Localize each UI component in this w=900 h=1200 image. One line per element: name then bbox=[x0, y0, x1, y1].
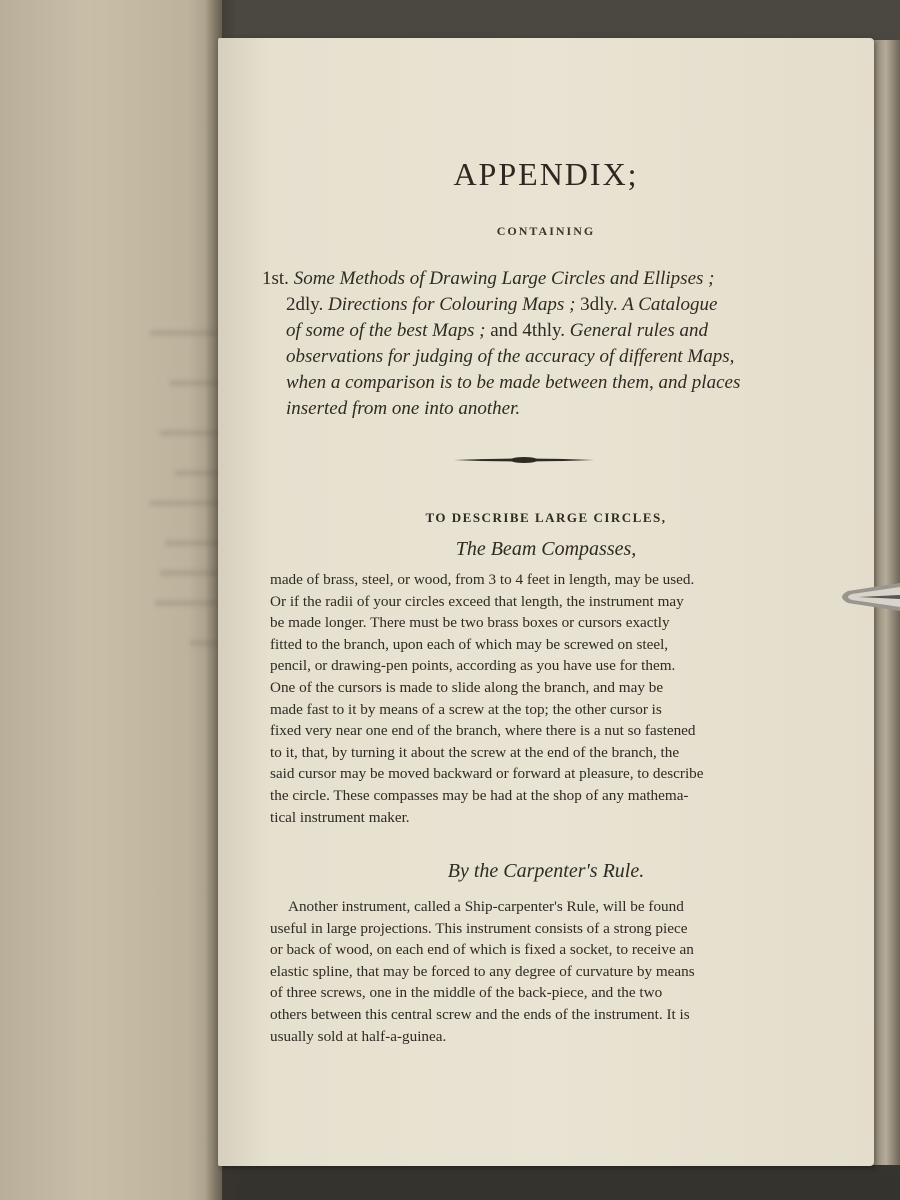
contents-line bbox=[262, 396, 832, 422]
text-line: pencil, or drawing-pen points, according as you have use for them. bbox=[270, 657, 676, 675]
text-line: said cursor may be moved backward or forward at pleasure, to describe bbox=[270, 765, 704, 783]
text-line: made of brass, steel, or wood, from 3 to 4 feet in length, may be used. bbox=[270, 571, 695, 588]
text-line: to it, that, by turning it about the screw at the end of the branch, the bbox=[270, 743, 680, 761]
contents-line bbox=[262, 318, 832, 344]
contents-run: when a comparison is to be made between them, and places bbox=[286, 372, 741, 393]
contents-run: Directions for Colouring Maps ; bbox=[328, 294, 581, 315]
contents-run: observations for judging of the accuracy of different Maps, bbox=[286, 346, 735, 367]
text-line: elastic spline, that may be forced to any degree of curvature by means bbox=[270, 962, 695, 980]
contents-line bbox=[262, 370, 832, 396]
carpenters-rule-heading: By the Carpenter's Rule. bbox=[447, 860, 645, 882]
text-line: others between this central screw and the ends of the instrument. It is bbox=[270, 1005, 690, 1023]
right-page bbox=[218, 38, 874, 1166]
text-line: tical instrument maker. bbox=[270, 808, 410, 826]
contents-line bbox=[262, 344, 832, 370]
contents-run: inserted from one into another. bbox=[286, 398, 521, 419]
contents-run: General rules and bbox=[569, 320, 709, 341]
text-line: Or if the radii of your circles exceed that length, the instrument may bbox=[270, 592, 684, 610]
text-line: One of the cursors is made to slide along the branch, and may be bbox=[270, 678, 664, 696]
containing-label: CONTAINING bbox=[496, 224, 596, 238]
page-title: APPENDIX; bbox=[453, 156, 639, 192]
text-line: of three screws, one in the middle of the back-piece, and the two bbox=[270, 984, 663, 1002]
beam-compasses-heading: The Beam Compasses, bbox=[455, 538, 637, 560]
contents-run: and 4thly. bbox=[490, 320, 570, 341]
metal-clip-icon bbox=[834, 577, 900, 617]
contents-run: 1st. bbox=[262, 268, 294, 289]
text-line: or back of wood, on each end of which is fixed a socket, to receive an bbox=[270, 941, 694, 959]
contents-run: A Catalogue bbox=[622, 294, 718, 315]
left-page-blurred bbox=[0, 0, 222, 1200]
text-line: made fast to it by means of a screw at the top; the other cursor is bbox=[270, 700, 662, 718]
text-line: fitted to the branch, upon each of which may be screwed on steel, bbox=[270, 635, 669, 653]
text-line: useful in large projections. This instrument consists of a strong piece bbox=[270, 919, 688, 937]
text-line: usually sold at half-a-guinea. bbox=[270, 1027, 447, 1045]
contents-run: 3dly. bbox=[580, 294, 623, 315]
contents-line bbox=[262, 266, 832, 292]
carpenters-rule-paragraph bbox=[270, 896, 830, 1047]
ornamental-rule bbox=[454, 455, 594, 465]
text-line: fixed very near one end of the branch, where there is a nut so fastened bbox=[270, 722, 696, 740]
text-line: Another instrument, called a Ship-carpenter's Rule, will be found bbox=[288, 898, 684, 915]
contents-summary bbox=[262, 266, 832, 422]
contents-line bbox=[262, 292, 832, 318]
contents-run: of some of the best Maps ; bbox=[286, 320, 491, 341]
contents-run: Some Methods of Drawing Large Circles and Ellipses ; bbox=[293, 268, 715, 289]
beam-compasses-paragraph bbox=[270, 569, 830, 828]
section-heading: TO DESCRIBE LARGE CIRCLES, bbox=[425, 510, 667, 525]
text-line: the circle. These compasses may be had at the shop of any mathema- bbox=[270, 786, 689, 804]
text-line: be made longer. There must be two brass boxes or cursors exactly bbox=[270, 614, 670, 632]
contents-run: 2dly. bbox=[286, 294, 329, 315]
